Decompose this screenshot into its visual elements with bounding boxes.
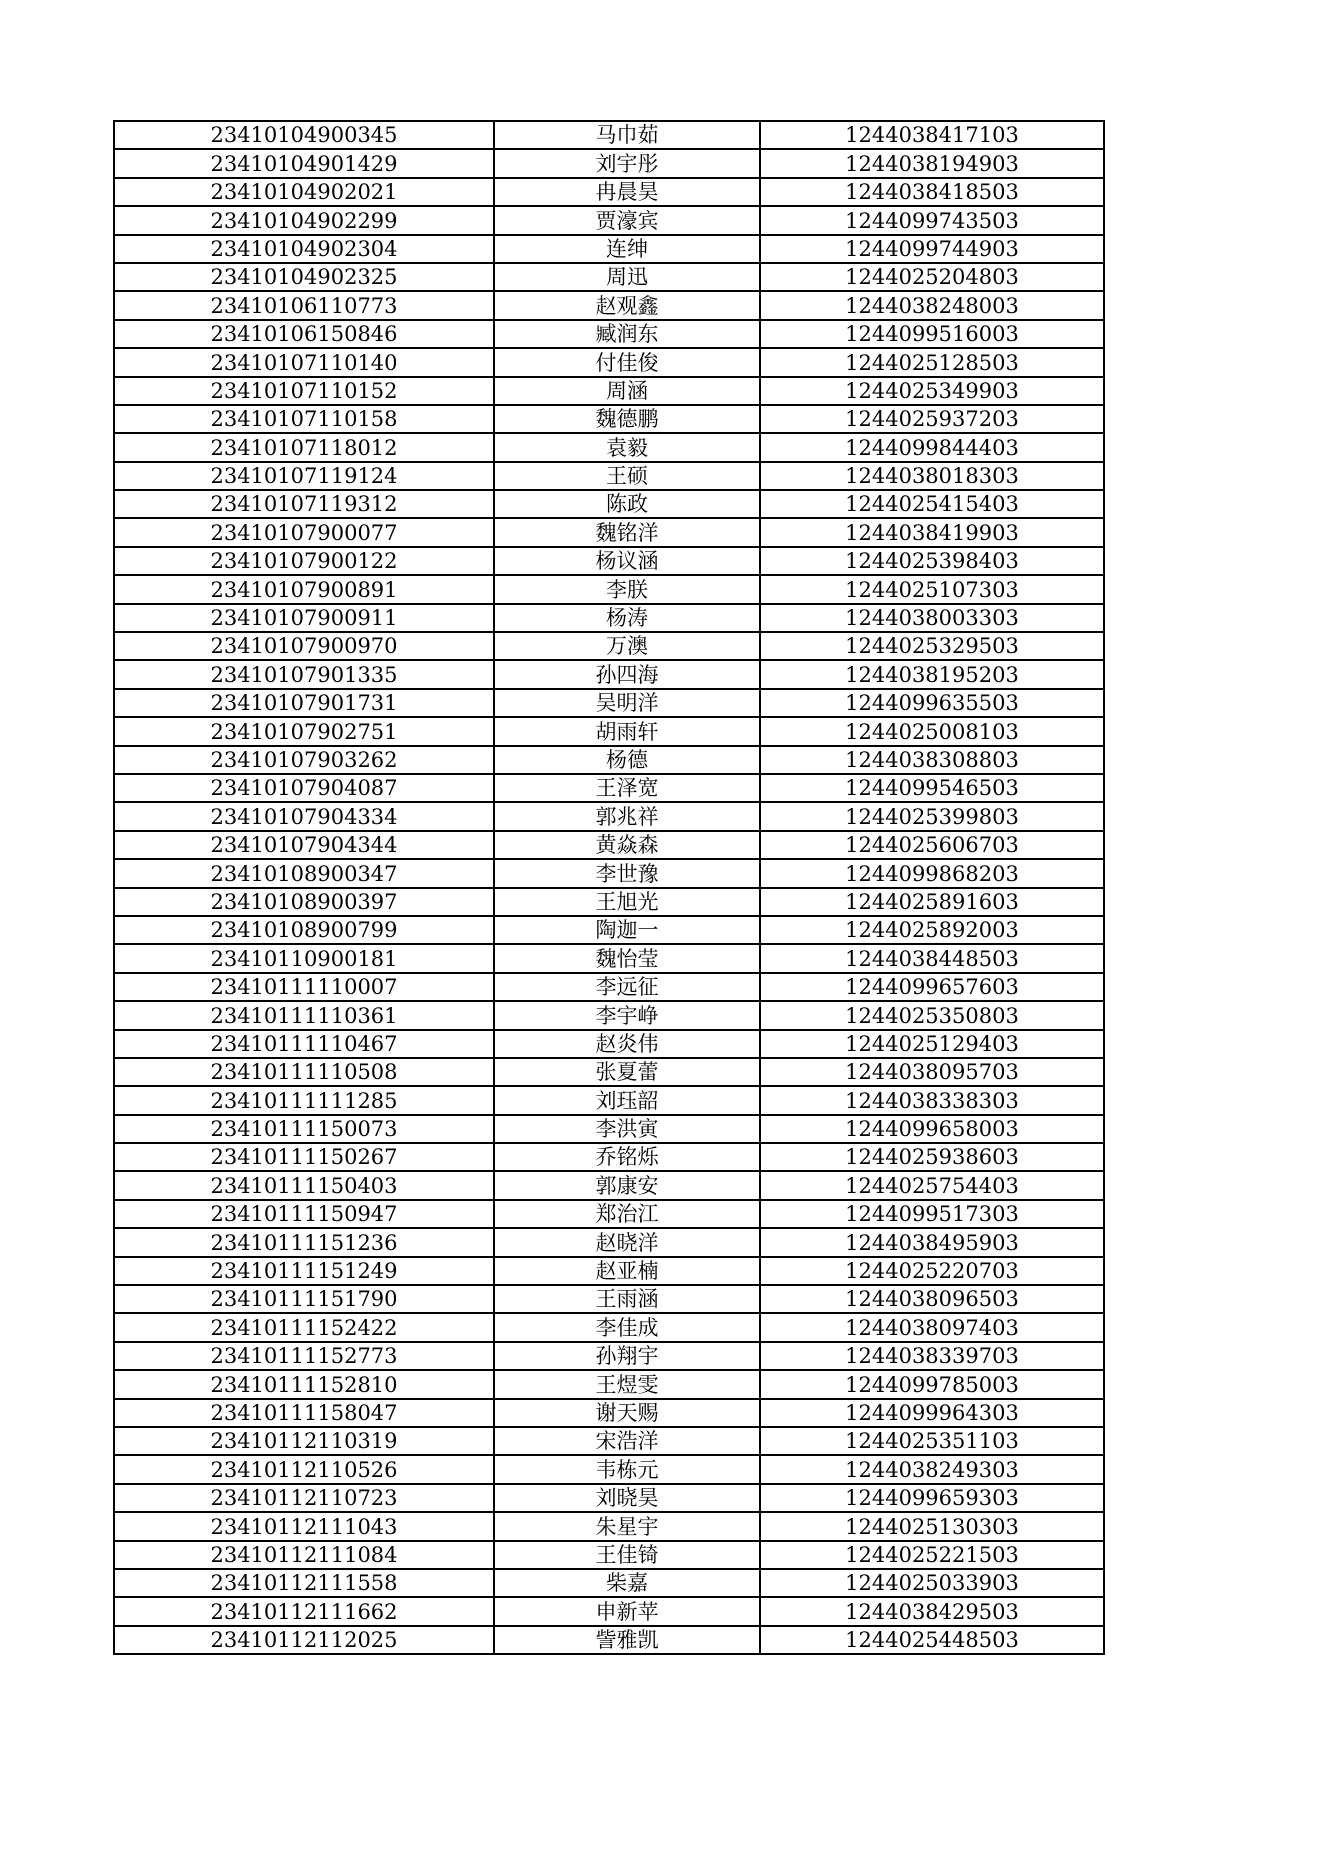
exam-number-cell: 23410110900181 [114, 944, 494, 972]
id-number-cell: 1244038419903 [760, 518, 1104, 546]
name-cell: 刘宇彤 [494, 149, 760, 177]
table-row [114, 973, 1104, 1001]
exam-number-cell: 23410107900911 [114, 604, 494, 632]
id-number-cell: 1244038495903 [760, 1228, 1104, 1256]
id-number-cell: 1244025204803 [760, 263, 1104, 291]
exam-number-cell: 23410111110361 [114, 1001, 494, 1029]
table-row [114, 1143, 1104, 1171]
name-cell: 杨德 [494, 746, 760, 774]
id-number-cell: 1244025130303 [760, 1512, 1104, 1540]
id-number-cell: 1244025220703 [760, 1257, 1104, 1285]
name-cell: 宋浩洋 [494, 1427, 760, 1455]
id-number-cell: 1244099964303 [760, 1399, 1104, 1427]
exam-number-cell: 23410107901335 [114, 660, 494, 688]
id-number-cell: 1244025448503 [760, 1626, 1104, 1654]
exam-number-cell: 23410107900891 [114, 575, 494, 603]
table-row [114, 121, 1104, 149]
table-row [114, 1228, 1104, 1256]
name-cell: 王佳锜 [494, 1541, 760, 1569]
id-number-cell: 1244038095703 [760, 1058, 1104, 1086]
exam-number-cell: 23410106150846 [114, 320, 494, 348]
name-cell: 孙四海 [494, 660, 760, 688]
name-cell: 魏德鹏 [494, 405, 760, 433]
id-number-cell: 1244025107303 [760, 575, 1104, 603]
table-row [114, 859, 1104, 887]
table-row [114, 1597, 1104, 1625]
exam-number-cell: 23410111111285 [114, 1086, 494, 1114]
exam-number-cell: 23410112111662 [114, 1597, 494, 1625]
id-number-cell: 1244038018303 [760, 462, 1104, 490]
exam-number-cell: 23410111151236 [114, 1228, 494, 1256]
name-cell: 王旭光 [494, 888, 760, 916]
exam-number-cell: 23410112111084 [114, 1541, 494, 1569]
id-number-cell: 1244038195203 [760, 660, 1104, 688]
exam-number-cell: 23410108900397 [114, 888, 494, 916]
name-cell: 谢天赐 [494, 1399, 760, 1427]
table-row [114, 1115, 1104, 1143]
exam-number-cell: 23410112110319 [114, 1427, 494, 1455]
table-row [114, 1569, 1104, 1597]
exam-number-cell: 23410107900077 [114, 518, 494, 546]
name-cell: 冉晨昊 [494, 178, 760, 206]
name-cell: 郑治江 [494, 1200, 760, 1228]
exam-number-cell: 23410111150073 [114, 1115, 494, 1143]
name-cell: 赵观鑫 [494, 291, 760, 319]
name-cell: 李远征 [494, 973, 760, 1001]
table-row [114, 149, 1104, 177]
exam-number-cell: 23410107904344 [114, 831, 494, 859]
id-number-cell: 1244099657603 [760, 973, 1104, 1001]
table-row [114, 1257, 1104, 1285]
exam-number-cell: 23410107119124 [114, 462, 494, 490]
exam-number-cell: 23410111158047 [114, 1399, 494, 1427]
name-cell: 刘晓昊 [494, 1484, 760, 1512]
exam-number-cell: 23410104902325 [114, 263, 494, 291]
table-row [114, 433, 1104, 461]
table-row [114, 1512, 1104, 1540]
exam-number-cell: 23410107904334 [114, 802, 494, 830]
id-number-cell: 1244099744903 [760, 235, 1104, 263]
id-number-cell: 1244099659303 [760, 1484, 1104, 1512]
exam-number-cell: 23410106110773 [114, 291, 494, 319]
name-cell: 万澳 [494, 632, 760, 660]
exam-number-cell: 23410112110723 [114, 1484, 494, 1512]
exam-number-cell: 23410112110526 [114, 1455, 494, 1483]
exam-number-cell: 23410112111043 [114, 1512, 494, 1540]
table-row [114, 377, 1104, 405]
exam-number-cell: 23410112112025 [114, 1626, 494, 1654]
name-cell: 赵炎伟 [494, 1030, 760, 1058]
id-number-cell: 1244025606703 [760, 831, 1104, 859]
roster-table [113, 120, 1105, 1655]
table-row [114, 263, 1104, 291]
name-cell: 陈政 [494, 490, 760, 518]
exam-number-cell: 23410111150403 [114, 1171, 494, 1199]
table-row [114, 1399, 1104, 1427]
exam-number-cell: 23410111152773 [114, 1342, 494, 1370]
exam-number-cell: 23410107110158 [114, 405, 494, 433]
id-number-cell: 1244025351103 [760, 1427, 1104, 1455]
id-number-cell: 1244025221503 [760, 1541, 1104, 1569]
table-row [114, 462, 1104, 490]
name-cell: 付佳俊 [494, 348, 760, 376]
exam-number-cell: 23410107902751 [114, 717, 494, 745]
id-number-cell: 1244025938603 [760, 1143, 1104, 1171]
table-row [114, 320, 1104, 348]
exam-number-cell: 23410111151249 [114, 1257, 494, 1285]
id-number-cell: 1244099658003 [760, 1115, 1104, 1143]
exam-number-cell: 23410107904087 [114, 774, 494, 802]
name-cell: 袁毅 [494, 433, 760, 461]
id-number-cell: 1244038417103 [760, 121, 1104, 149]
name-cell: 乔铭烁 [494, 1143, 760, 1171]
id-number-cell: 1244025399803 [760, 802, 1104, 830]
table-row [114, 1484, 1104, 1512]
table-row [114, 774, 1104, 802]
name-cell: 陶迦一 [494, 916, 760, 944]
id-number-cell: 1244025415403 [760, 490, 1104, 518]
exam-number-cell: 23410111152810 [114, 1370, 494, 1398]
name-cell: 李世豫 [494, 859, 760, 887]
id-number-cell: 1244099517303 [760, 1200, 1104, 1228]
id-number-cell: 1244038003303 [760, 604, 1104, 632]
table-row [114, 604, 1104, 632]
id-number-cell: 1244099868203 [760, 859, 1104, 887]
exam-number-cell: 23410107900970 [114, 632, 494, 660]
table-row [114, 518, 1104, 546]
table-row [114, 178, 1104, 206]
exam-number-cell: 23410111110508 [114, 1058, 494, 1086]
name-cell: 马巾茹 [494, 121, 760, 149]
name-cell: 王雨涵 [494, 1285, 760, 1313]
name-cell: 王泽宽 [494, 774, 760, 802]
id-number-cell: 1244025129403 [760, 1030, 1104, 1058]
name-cell: 刘珏韶 [494, 1086, 760, 1114]
name-cell: 孙翔宇 [494, 1342, 760, 1370]
table-row [114, 1313, 1104, 1341]
name-cell: 臧润东 [494, 320, 760, 348]
name-cell: 申新苹 [494, 1597, 760, 1625]
table-row [114, 348, 1104, 376]
id-number-cell: 1244025937203 [760, 405, 1104, 433]
name-cell: 赵晓洋 [494, 1228, 760, 1256]
table-row [114, 944, 1104, 972]
name-cell: 李佳成 [494, 1313, 760, 1341]
name-cell: 贾濠宾 [494, 206, 760, 234]
name-cell: 杨议涵 [494, 547, 760, 575]
id-number-cell: 1244025892003 [760, 916, 1104, 944]
table-row [114, 1342, 1104, 1370]
exam-number-cell: 23410107901731 [114, 689, 494, 717]
table-row [114, 717, 1104, 745]
table-row [114, 575, 1104, 603]
name-cell: 张夏蕾 [494, 1058, 760, 1086]
exam-number-cell: 23410111152422 [114, 1313, 494, 1341]
table-row [114, 831, 1104, 859]
table-row [114, 1200, 1104, 1228]
id-number-cell: 1244099635503 [760, 689, 1104, 717]
table-row [114, 1285, 1104, 1313]
exam-number-cell: 23410112111558 [114, 1569, 494, 1597]
id-number-cell: 1244099844403 [760, 433, 1104, 461]
name-cell: 赵亚楠 [494, 1257, 760, 1285]
exam-number-cell: 23410111150267 [114, 1143, 494, 1171]
id-number-cell: 1244038448503 [760, 944, 1104, 972]
name-cell: 周迅 [494, 263, 760, 291]
exam-number-cell: 23410111150947 [114, 1200, 494, 1228]
table-row [114, 1171, 1104, 1199]
table-row [114, 490, 1104, 518]
id-number-cell: 1244025754403 [760, 1171, 1104, 1199]
id-number-cell: 1244025329503 [760, 632, 1104, 660]
id-number-cell: 1244099546503 [760, 774, 1104, 802]
id-number-cell: 1244025033903 [760, 1569, 1104, 1597]
exam-number-cell: 23410107110152 [114, 377, 494, 405]
id-number-cell: 1244038249303 [760, 1455, 1104, 1483]
name-cell: 訾雅凯 [494, 1626, 760, 1654]
exam-number-cell: 23410107118012 [114, 433, 494, 461]
id-number-cell: 1244025008103 [760, 717, 1104, 745]
exam-number-cell: 23410107119312 [114, 490, 494, 518]
exam-number-cell: 23410111151790 [114, 1285, 494, 1313]
name-cell: 王硕 [494, 462, 760, 490]
id-number-cell: 1244038429503 [760, 1597, 1104, 1625]
name-cell: 柴嘉 [494, 1569, 760, 1597]
id-number-cell: 1244038194903 [760, 149, 1104, 177]
name-cell: 杨涛 [494, 604, 760, 632]
exam-number-cell: 23410104902304 [114, 235, 494, 263]
name-cell: 郭兆祥 [494, 802, 760, 830]
id-number-cell: 1244025398403 [760, 547, 1104, 575]
table-row [114, 888, 1104, 916]
exam-number-cell: 23410104901429 [114, 149, 494, 177]
table-row [114, 1541, 1104, 1569]
name-cell: 李朕 [494, 575, 760, 603]
exam-number-cell: 23410108900799 [114, 916, 494, 944]
id-number-cell: 1244025350803 [760, 1001, 1104, 1029]
table-row [114, 1455, 1104, 1483]
exam-number-cell: 23410104902021 [114, 178, 494, 206]
name-cell: 吴明洋 [494, 689, 760, 717]
name-cell: 韦栋元 [494, 1455, 760, 1483]
table-row [114, 632, 1104, 660]
name-cell: 李洪寅 [494, 1115, 760, 1143]
table-row [114, 746, 1104, 774]
exam-number-cell: 23410107900122 [114, 547, 494, 575]
table-row [114, 1086, 1104, 1114]
table-row [114, 1030, 1104, 1058]
id-number-cell: 1244038097403 [760, 1313, 1104, 1341]
name-cell: 周涵 [494, 377, 760, 405]
name-cell: 魏怡莹 [494, 944, 760, 972]
table-row [114, 1001, 1104, 1029]
table-row [114, 1058, 1104, 1086]
table-row [114, 802, 1104, 830]
name-cell: 朱星宇 [494, 1512, 760, 1540]
id-number-cell: 1244038339703 [760, 1342, 1104, 1370]
exam-number-cell: 23410111110467 [114, 1030, 494, 1058]
table-row [114, 547, 1104, 575]
id-number-cell: 1244038308803 [760, 746, 1104, 774]
exam-number-cell: 23410108900347 [114, 859, 494, 887]
table-row [114, 291, 1104, 319]
exam-number-cell: 23410104902299 [114, 206, 494, 234]
table-row [114, 1370, 1104, 1398]
table-row [114, 235, 1104, 263]
id-number-cell: 1244038248003 [760, 291, 1104, 319]
table-row [114, 916, 1104, 944]
roster-table-body [114, 121, 1104, 1654]
exam-number-cell: 23410104900345 [114, 121, 494, 149]
name-cell: 胡雨轩 [494, 717, 760, 745]
id-number-cell: 1244025128503 [760, 348, 1104, 376]
name-cell: 王煜雯 [494, 1370, 760, 1398]
table-row [114, 689, 1104, 717]
id-number-cell: 1244025349903 [760, 377, 1104, 405]
table-row [114, 660, 1104, 688]
id-number-cell: 1244025891603 [760, 888, 1104, 916]
table-row [114, 206, 1104, 234]
name-cell: 连绅 [494, 235, 760, 263]
table-row [114, 1626, 1104, 1654]
id-number-cell: 1244099785003 [760, 1370, 1104, 1398]
name-cell: 郭康安 [494, 1171, 760, 1199]
id-number-cell: 1244099743503 [760, 206, 1104, 234]
id-number-cell: 1244038096503 [760, 1285, 1104, 1313]
name-cell: 黄焱森 [494, 831, 760, 859]
exam-number-cell: 23410107110140 [114, 348, 494, 376]
id-number-cell: 1244038418503 [760, 178, 1104, 206]
id-number-cell: 1244099516003 [760, 320, 1104, 348]
exam-number-cell: 23410107903262 [114, 746, 494, 774]
table-row [114, 405, 1104, 433]
name-cell: 魏铭洋 [494, 518, 760, 546]
name-cell: 李宇峥 [494, 1001, 760, 1029]
exam-number-cell: 23410111110007 [114, 973, 494, 1001]
id-number-cell: 1244038338303 [760, 1086, 1104, 1114]
table-row [114, 1427, 1104, 1455]
